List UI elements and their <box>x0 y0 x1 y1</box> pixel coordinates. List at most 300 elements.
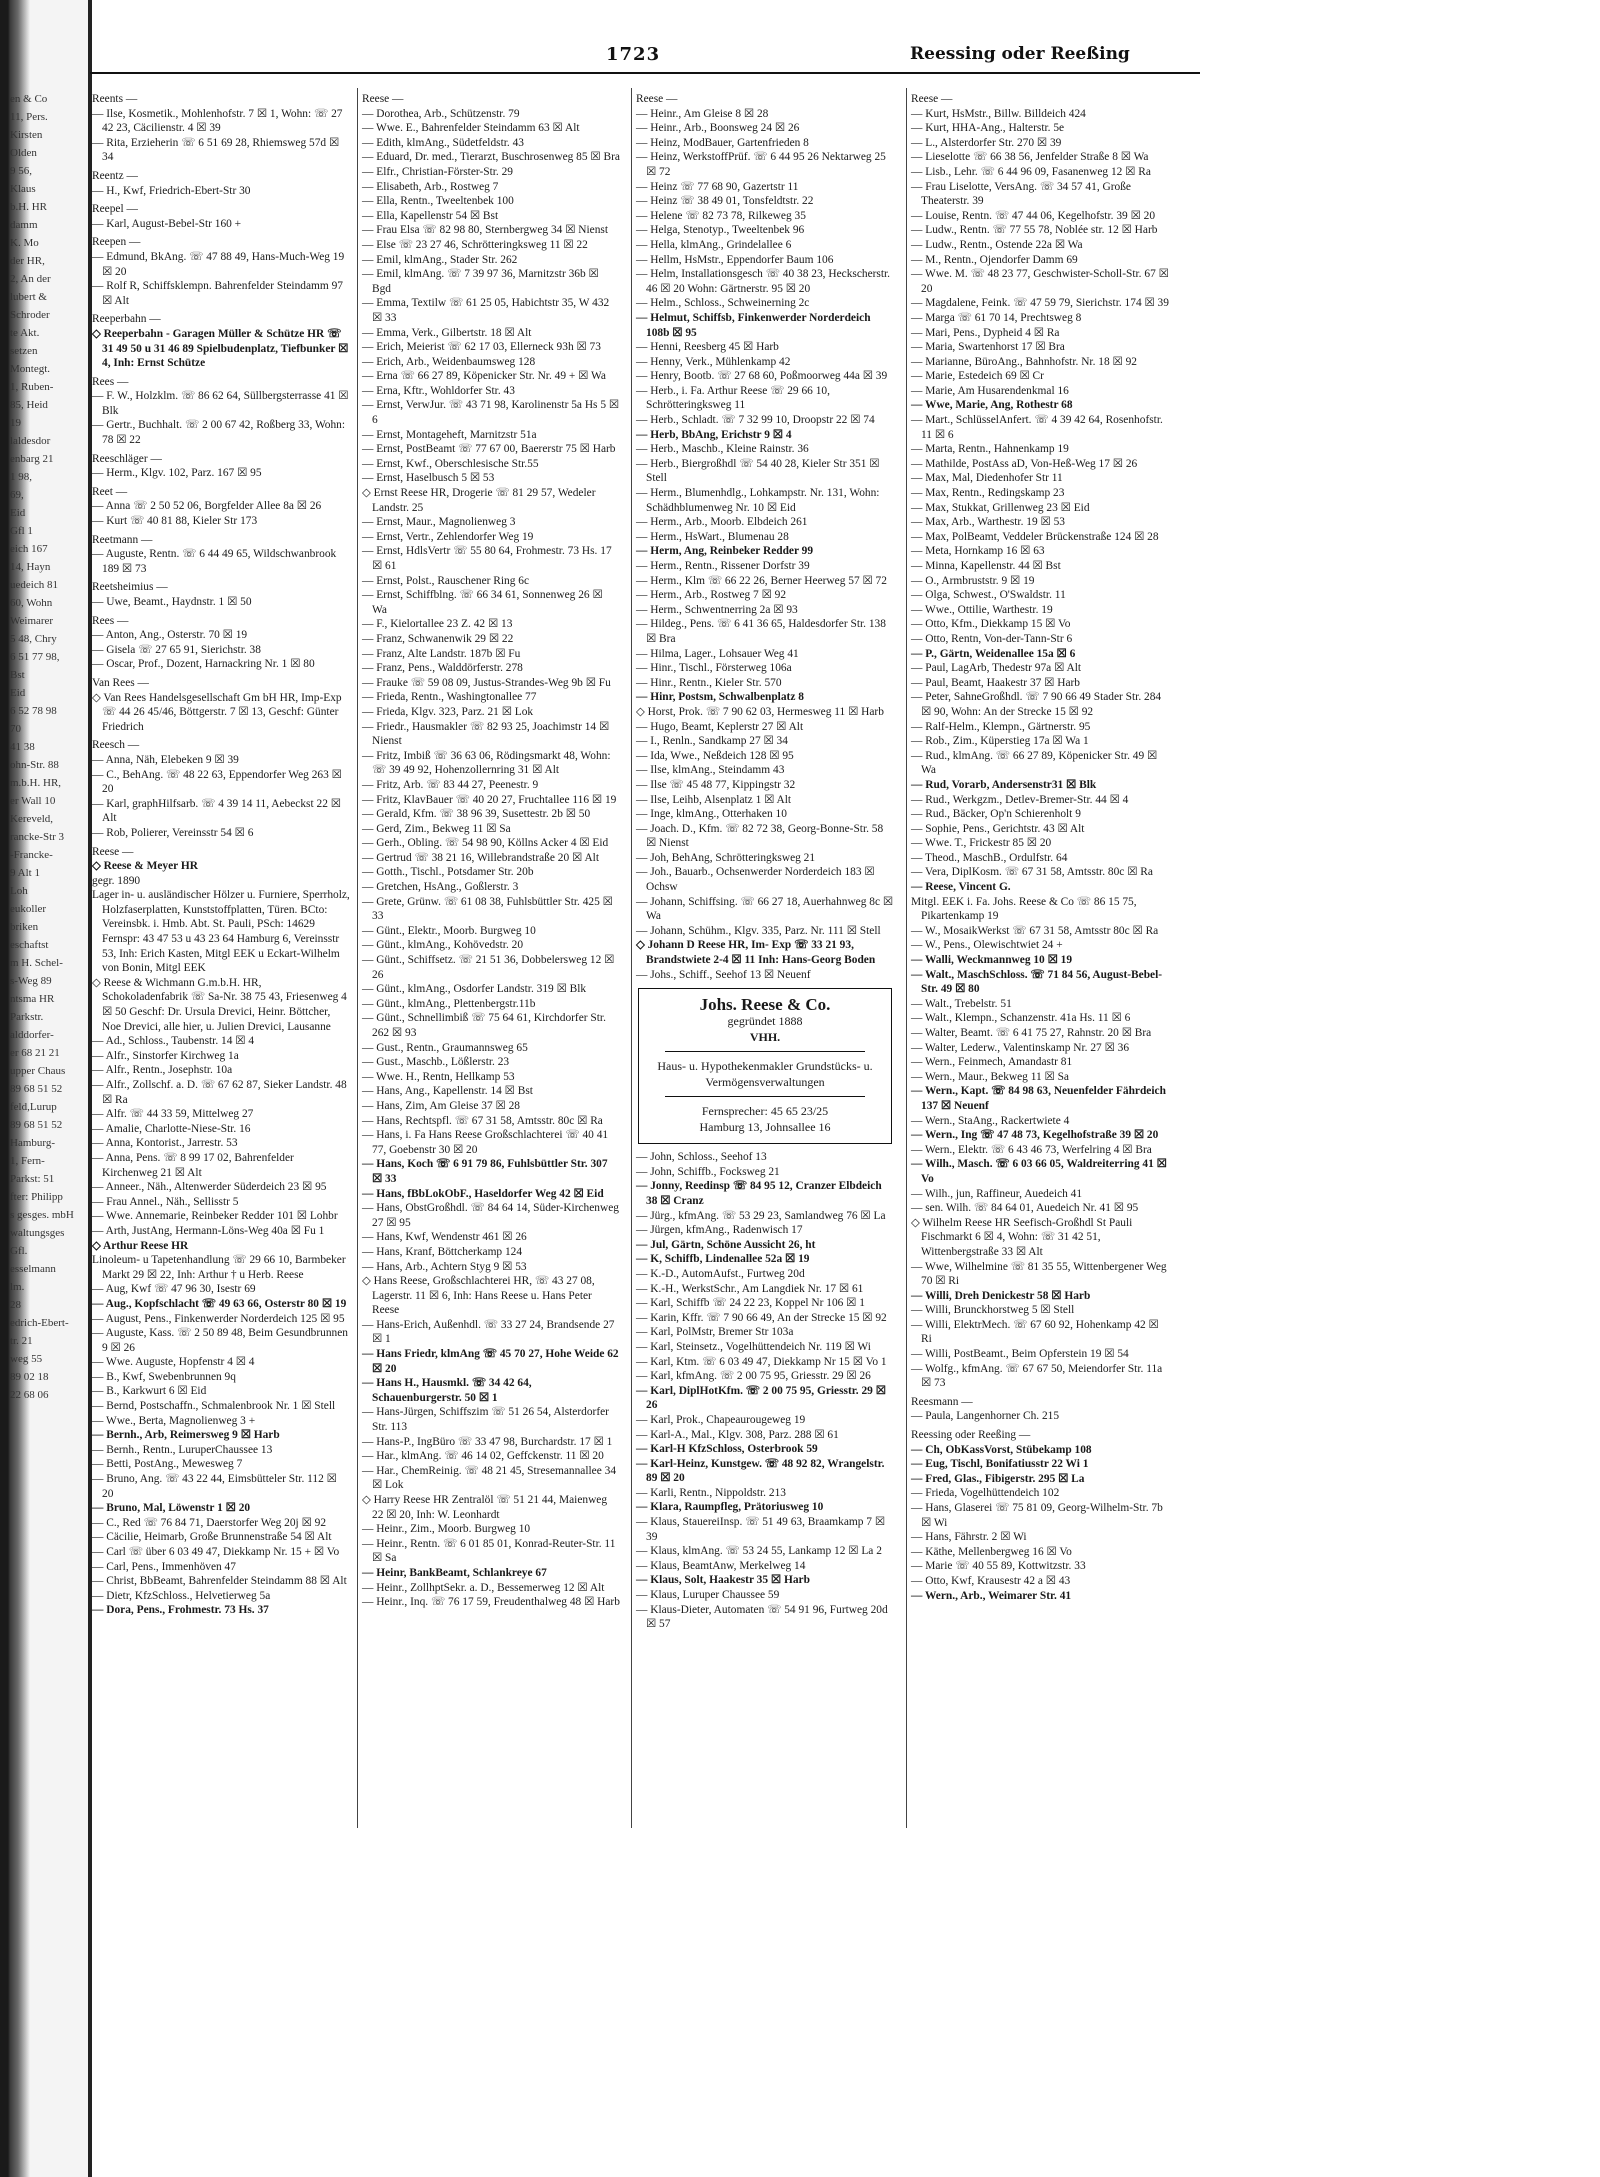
directory-entry: — Eduard, Dr. med., Tierarzt, Buschrosenweg 85 ☒ Bra <box>362 151 620 164</box>
directory-entry: — Wilh., jun, Raffineur, Auedeich 41 <box>911 1187 1083 1200</box>
directory-entry: — Hugo, Beamt, Keplerstr 27 ☒ Alt <box>636 720 804 733</box>
directory-entry: — Erna ☏ 66 27 89, Köpenicker Str. Nr. 49 + ☒ Wa <box>362 370 606 383</box>
directory-entry: — Kurt, HsMstr., Billw. Billdeich 424 <box>911 107 1086 120</box>
directory-entry: Reet — <box>92 485 128 498</box>
edge-fragment: eschaftst <box>10 939 49 951</box>
directory-entry: — Jonny, Reedinsp ☏ 84 95 12, Cranzer Elbdeich 38 ☒ Cranz <box>636 1180 882 1207</box>
page-number: 1723 <box>606 44 661 65</box>
directory-entry: — K.-H., WerkstSchr., Am Langdiek Nr. 17 ☒ 61 <box>636 1282 864 1295</box>
edge-fragment: 14, Hayn <box>10 561 51 573</box>
edge-fragment: 6 52 78 98 <box>10 705 57 717</box>
directory-entry: — Walter, Lederw., Valentinskamp Nr. 27 ☒ 36 <box>911 1041 1130 1054</box>
directory-entry: — Frau Annel., Näh., Sellisstr 5 <box>92 1195 239 1208</box>
directory-entry: — Uwe, Beamt., Haydnstr. 1 ☒ 50 <box>92 596 252 608</box>
edge-fragment: ohn-Str. 88 <box>10 759 59 771</box>
edge-fragment: Hamburg- <box>10 1137 56 1149</box>
directory-entry: — John, Schloss., Seehof 13 <box>636 1151 767 1164</box>
directory-entry: — Max, Mal, Diedenhofer Str 11 <box>911 472 1063 485</box>
directory-entry: — Hans H., Hausmkl. ☏ 34 42 64, Schauenburgerstr. 50 ☒ 1 <box>362 1377 532 1404</box>
directory-entry: — Hans, Zim, Am Gleise 37 ☒ 28 <box>362 1099 520 1112</box>
directory-entry: — Rob., Zim., Küperstieg 17a ☒ Wa 1 <box>911 735 1089 748</box>
directory-entry: — Hinr., Tischl., Försterweg 106a <box>636 662 792 675</box>
directory-entry: — Friedr., Hausmakler ☏ 82 93 25, Joachimstr 14 ☒ Nienst <box>362 720 610 748</box>
edge-fragment: s-Weg 89 <box>10 975 52 987</box>
directory-entry: — Wwe. E., Bahrenfelder Steindamm 63 ☒ Alt <box>362 122 580 135</box>
directory-entry: — Christ, BbBeamt, Bahrenfelder Steindamm 88 ☒ Alt <box>92 1575 347 1588</box>
directory-entry: — sen. Wilh. ☏ 84 64 01, Auedeich Nr. 41 ☒ 95 <box>911 1202 1139 1215</box>
edge-fragment: 1 98, <box>10 471 32 483</box>
directory-entry: Lager in- u. ausländischer Hölzer u. Furniere, Sperrholz, Holzfaserplatten, Kunststoffplatten, Türen. BCto: Vereinsbk. i. Hmb. Abt. St. Pauli, PSch: 14629 Fernspr: 43 47 53 u 43 23 64 Hamburg 6, Vereinsstr 53, Inh: Erich Kasten, Mitgl EEK u Eckart-Wilhelm von Bonin, Mitgl EEK <box>92 889 350 975</box>
directory-entry: — Ernst, HdlsVertr ☏ 55 80 64, Frohmestr. 73 Hs. 17 ☒ 61 <box>362 545 612 572</box>
directory-entry: — Dora, Pens., Frohmestr. 73 Hs. 37 <box>92 1604 269 1617</box>
directory-entry: — K, Schiffb, Lindenallee 52a ☒ 19 <box>636 1253 810 1266</box>
directory-entry: — Wern., Elektr. ☏ 6 43 46 73, Werfelring 4 ☒ Bra <box>911 1143 1152 1156</box>
directory-entry: — Auguste, Rentn. ☏ 6 44 49 65, Wildschwanbrook 189 ☒ 73 <box>92 548 337 575</box>
directory-entry: — Wwe. H., Rentn, Hellkamp 53 <box>362 1070 515 1083</box>
directory-entry: — Edith, klmAng., Südetfeldstr. 43 <box>362 136 524 149</box>
directory-entry: — Kurt ☏ 40 81 88, Kieler Str 173 <box>92 515 258 528</box>
edge-fragment: 60, Wohn <box>10 597 53 609</box>
directory-entry: — Max, Stukkat, Grillenweg 23 ☒ Eid <box>911 501 1090 514</box>
directory-entry: — Heinz ☏ 77 68 90, Gazertstr 11 <box>636 180 799 193</box>
directory-entry: — Klaus, BeamtAnw, Merkelweg 14 <box>636 1559 806 1572</box>
directory-entry: — Gertrud ☏ 38 21 16, Willebrandstraße 20 ☒ Alt <box>362 851 600 864</box>
directory-entry: — Anneer., Näh., Altenwerder Süderdeich 23 ☒ 95 <box>92 1181 327 1194</box>
directory-entry: — Hans, Koch ☏ 6 91 79 86, Fuhlsbüttler Str. 307 ☒ 33 <box>362 1158 608 1185</box>
directory-entry: — Franz, Pens., Walddörferstr. 278 <box>362 662 523 675</box>
directory-entry: — C., BehAng. ☏ 48 22 63, Eppendorfer Weg 263 ☒ 20 <box>92 768 342 796</box>
directory-entry: — Gerh., Obling. ☏ 54 98 90, Köllns Acker 4 ☒ Eid <box>362 837 609 850</box>
directory-entry: — Ch, ObKassVorst, Stübekamp 108 <box>911 1443 1092 1456</box>
edge-fragment: feld,Lurup <box>10 1101 57 1113</box>
directory-entry: — Wern., Maur., Bekweg 11 ☒ Sa <box>911 1070 1069 1083</box>
directory-entry: — Willi, PostBeamt., Beim Opferstein 19 ☒ 54 <box>911 1348 1129 1361</box>
previous-page-edge-text <box>10 90 84 1404</box>
directory-entry: — Ernst, Polst., Rauschener Ring 6c <box>362 574 530 587</box>
directory-entry: — Betti, PostAng., Mewesweg 7 <box>92 1458 243 1471</box>
edge-fragment: 9 Alt 1 <box>10 867 40 879</box>
directory-entry: — Elfr., Christian-Förster-Str. 29 <box>362 165 514 178</box>
directory-entry: — Hildeg., Pens. ☏ 6 41 36 65, Haldesdorfer Str. 138 ☒ Bra <box>636 618 886 645</box>
directory-entry: — Karl-A., Mal., Klgv. 308, Parz. 288 ☒ 61 <box>636 1428 839 1441</box>
directory-entry: — Ernst, Vertr., Zehlendorfer Weg 19 <box>362 530 534 543</box>
directory-entry: — O., Armbruststr. 9 ☒ 19 <box>911 574 1035 587</box>
directory-entry: — Willi, Dreh Denickestr 58 ☒ Harb <box>911 1289 1091 1302</box>
edge-fragment: er Wall 10 <box>10 795 56 807</box>
directory-entry: — Wwe. Auguste, Hopfenstr 4 ☒ 4 <box>92 1356 255 1369</box>
directory-entry: — Grete, Grünw. ☏ 61 08 38, Fuhlsbüttler Str. 425 ☒ 33 <box>362 895 613 923</box>
directory-entry: — K.-D., AutomAufst., Furtweg 20d <box>636 1267 805 1280</box>
directory-entry: — Herm., Klgv. 102, Parz. 167 ☒ 95 <box>92 467 262 480</box>
directory-entry: — Käthe, Mellenbergweg 16 ☒ Vo <box>911 1545 1072 1558</box>
directory-entry: — Herm., Klm ☏ 66 22 26, Berner Heerweg 57 ☒ 72 <box>636 574 887 587</box>
directory-entry: — Klaus, Solt, Haakestr 35 ☒ Harb <box>636 1574 810 1587</box>
directory-entry: — Fritz, Arb. ☏ 83 44 27, Peenestr. 9 <box>362 778 539 791</box>
directory-entry: — Karl, Ktm. ☏ 6 03 49 47, Diekkamp Nr 15 ☒ Vo 1 <box>636 1355 887 1368</box>
directory-entry: Reese — <box>911 93 953 105</box>
directory-entry: — Rolf R, Schiffsklempn. Bahrenfelder Steindamm 97 ☒ Alt <box>92 280 343 307</box>
directory-entry: — Hans, Arb., Achtern Styg 9 ☒ 53 <box>362 1260 527 1273</box>
directory-entry: — Emma, Verk., Gilbertstr. 18 ☒ Alt <box>362 326 532 339</box>
directory-entry: Reesmann — <box>911 1395 973 1408</box>
directory-entry: — Jürg., kfmAng. ☏ 53 29 23, Samlandweg 76 ☒ La <box>636 1209 886 1222</box>
directory-entry: — Günt., Schnellimbiß ☏ 75 64 61, Kirchdorfer Str. 262 ☒ 93 <box>362 1012 606 1039</box>
directory-entry: — Frieda, Rentn., Washingtonallee 77 <box>362 691 537 704</box>
directory-entry: — W., MosaikWerkst ☏ 67 31 58, Amtsstr 80c ☒ Ra <box>911 924 1159 937</box>
directory-entry: — F. W., Holzklm. ☏ 86 62 64, Süllbergsterrasse 41 ☒ Blk <box>92 390 349 417</box>
edge-fragment: lm. <box>10 1281 25 1293</box>
directory-entry: — Alfr. ☏ 44 33 59, Mittelweg 27 <box>92 1108 254 1121</box>
directory-column-2 <box>362 88 620 1610</box>
directory-entry: — Rud., Werkgzm., Detlev-Bremer-Str. 44 ☒ 4 <box>911 793 1129 806</box>
directory-entry: — Marga ☏ 61 70 14, Prechtsweg 8 <box>911 311 1082 324</box>
directory-entry: — Gerald, Kfm. ☏ 38 96 39, Susettestr. 2b ☒ 50 <box>362 808 591 821</box>
directory-entry: — Jul, Gärtn, Schöne Aussicht 26, ht <box>636 1238 816 1251</box>
directory-entry: — Anna, Pens. ☏ 8 99 17 02, Bahrenfelder Kirchenweg 21 ☒ Alt <box>92 1151 294 1179</box>
advert-company: Johs. Reese & Co. <box>699 995 831 1015</box>
directory-entry: ◇ Harry Reese HR Zentralöl ☏ 51 21 44, Maienweg 22 ☒ 20, Inh: W. Leonhardt <box>362 1494 608 1521</box>
edge-fragment: der HR, <box>10 255 45 267</box>
directory-entry: — Ilse, klmAng., Steindamm 43 <box>636 764 785 777</box>
edge-fragment: laldesdor <box>10 435 51 447</box>
directory-entry: — Franz, Schwanenwik 29 ☒ 22 <box>362 632 514 645</box>
directory-entry: — Karl, August-Bebel-Str 160 + <box>92 217 242 230</box>
directory-entry: — Marie, Am Husarendenkmal 16 <box>911 384 1069 397</box>
directory-entry: — Karl, Steinsetz., Vogelhüttendeich Nr. 119 ☒ Wi <box>636 1340 871 1353</box>
edge-fragment: b.H. HR <box>10 201 47 213</box>
directory-entry: — Willi, Brunckhorstweg 5 ☒ Stell <box>911 1304 1075 1317</box>
directory-entry: — B., Karkwurt 6 ☒ Eid <box>92 1385 207 1398</box>
directory-entry: ◇ Reese & Meyer HR <box>92 860 198 873</box>
directory-entry: — Ernst, Kwf., Oberschlesische Str.55 <box>362 457 539 470</box>
directory-entry: — Hans, Kranf, Böttcherkamp 124 <box>362 1245 523 1258</box>
directory-entry: — Bruno, Mal, Löwenstr 1 ☒ 20 <box>92 1502 251 1515</box>
directory-entry: — Hans, Fährstr. 2 ☒ Wi <box>911 1531 1027 1544</box>
directory-entry: — Hans, i. Fa Hans Reese Großschlachterei ☏ 40 41 77, Goebenstr 30 ☒ 20 <box>362 1129 609 1156</box>
directory-column-4 <box>911 88 1169 1603</box>
directory-entry: — Lisb., Lehr. ☏ 6 44 96 09, Fasanenweg 12 ☒ Ra <box>911 165 1151 178</box>
directory-entry: — Heinr., Rentn. ☏ 6 01 85 01, Konrad-Reuter-Str. 11 ☒ Sa <box>362 1537 616 1565</box>
directory-entry: — Rob, Polierer, Vereinsstr 54 ☒ 6 <box>92 826 254 839</box>
edge-fragment: Loh <box>10 885 28 897</box>
directory-entry: — Alfr., Rentn., Josephstr. 10a <box>92 1064 233 1077</box>
directory-entry: — Max, PolBeamt, Veddeler Brückenstraße 124 ☒ 28 <box>911 530 1159 543</box>
edge-fragment: upper Chaus <box>10 1065 66 1077</box>
directory-entry: — Heinr., Zim., Moorb. Burgweg 10 <box>362 1523 531 1536</box>
directory-entry: gegr. 1890 <box>92 874 141 887</box>
directory-entry: — Franz, Alte Landstr. 187b ☒ Fu <box>362 647 521 660</box>
directory-entry: — Henny, Verk., Mühlenkamp 42 <box>636 355 791 368</box>
directory-entry: Reeperbahn — <box>92 313 161 326</box>
directory-entry: — Klaus, klmAng. ☏ 53 24 55, Lankamp 12 ☒ La 2 <box>636 1545 882 1558</box>
directory-entry: — Wwe, Wilhelmine ☏ 81 35 55, Wittenbergener Weg 70 ☒ Ri <box>911 1260 1167 1288</box>
header-rule <box>90 72 1200 74</box>
directory-entry: — Ilse, Kosmetik., Mohlenhofstr. 7 ☒ 1, Wohn: ☏ 27 42 23, Cäcilienstr. 4 ☒ 39 <box>92 107 343 135</box>
directory-entry: — Joach. D., Kfm. ☏ 82 72 38, Georg-Bonne-Str. 58 ☒ Nienst <box>636 822 884 850</box>
edge-fragment: Weimarer <box>10 615 54 627</box>
directory-entry: Rees — <box>92 375 129 388</box>
directory-entry: — Klara, Raumpfleg, Prätoriusweg 10 <box>636 1501 824 1514</box>
edge-fragment: Montegt. <box>10 363 51 375</box>
directory-entry: — Helga, Stenotyp., Tweeltenbek 96 <box>636 224 805 237</box>
directory-entry: — Karin, Kffr. ☏ 7 90 66 49, An der Strecke 15 ☒ 92 <box>636 1311 887 1324</box>
directory-entry: — F., Kielortallee 23 Z. 42 ☒ 13 <box>362 618 513 631</box>
directory-entry: — Karli, Rentn., Nippoldstr. 213 <box>636 1486 786 1499</box>
edge-fragment: 89 68 51 52 <box>10 1119 63 1131</box>
directory-entry: — Klaus-Dieter, Automaten ☏ 54 91 96, Furtweg 20d ☒ 57 <box>636 1603 888 1631</box>
edge-fragment: enbarg 21 <box>10 453 54 465</box>
directory-entry: — Amalie, Charlotte-Niese-Str. 16 <box>92 1122 251 1135</box>
directory-entry: — Karl, graphHilfsarb. ☏ 4 39 14 11, Aebeckst 22 ☒ Alt <box>92 797 341 825</box>
directory-entry: — Günt., Schiffsetz. ☏ 21 51 36, Dobbelersweg 12 ☒ 26 <box>362 954 615 981</box>
edge-fragment: Schroder <box>10 309 50 321</box>
directory-entry: — Bernh., Arb, Reimersweg 9 ☒ Harb <box>92 1429 280 1442</box>
directory-entry: — Wolfg., kfmAng. ☏ 67 67 50, Meiendorfer Str. 11a ☒ 73 <box>911 1362 1163 1390</box>
directory-entry: — Karl-Heinz, Kunstgew. ☏ 48 92 82, Wrangelstr. 89 ☒ 20 <box>636 1457 885 1485</box>
directory-entry: Mitgl. EEK i. Fa. Johs. Reese & Co ☏ 86 15 75, Pikartenkamp 19 <box>911 895 1137 923</box>
directory-entry: — Herb., i. Fa. Arthur Reese ☏ 29 66 10, Schrötteringksweg 11 <box>636 384 830 412</box>
directory-entry: — Wern., Ing ☏ 47 48 73, Kegelhofstraße 39 ☒ 20 <box>911 1129 1159 1142</box>
directory-entry: ◇ Reeperbahn - Garagen Müller & Schütze HR ☏ 31 49 50 u 31 46 89 Spielbudenplatz, Tiefbunker ☒ 4, Inh: Ernst Schütze <box>92 327 349 370</box>
directory-entry: — John, Schiffb., Focksweg 21 <box>636 1165 780 1178</box>
advert-founded: gegründet 1888 <box>727 1014 803 1029</box>
directory-entry: — Günt., klmAng., Plettenbergstr.11b <box>362 997 536 1010</box>
directory-entry: — Hinr., Rentn., Kieler Str. 570 <box>636 676 782 689</box>
column-divider <box>906 88 907 1828</box>
directory-entry: — Heinr., ZollhptSekr. a. D., Bessemerweg 12 ☒ Alt <box>362 1581 605 1594</box>
directory-entry: — Hans-P., IngBüro ☏ 33 47 98, Burchardstr. 17 ☒ 1 <box>362 1435 613 1448</box>
edge-fragment: 70 <box>10 723 21 735</box>
directory-entry: — Hilma, Lager., Lohsauer Weg 41 <box>636 647 799 660</box>
directory-entry: ◇ Horst, Prok. ☏ 7 90 62 03, Hermesweg 11 ☒ Harb <box>636 705 884 718</box>
directory-entry: Reetsheimius — <box>92 581 168 594</box>
directory-entry: — B., Kwf, Swebenbrunnen 9q <box>92 1370 236 1383</box>
directory-entry: Reessing oder Reeßing — <box>911 1429 1031 1442</box>
edge-fragment: er 68 21 21 <box>10 1047 60 1059</box>
directory-entry: — Karl-H KfzSchloss, Osterbrook 59 <box>636 1443 818 1456</box>
edge-fragment: K. Mo <box>10 237 39 249</box>
edge-fragment: te Akt. <box>10 327 40 339</box>
directory-entry: — Anton, Ang., Osterstr. 70 ☒ 19 <box>92 629 248 642</box>
edge-fragment: Gfl. <box>10 1245 28 1257</box>
directory-entry: ◇ Hans Reese, Großschlachterei HR, ☏ 43 27 08, Lagerstr. 11 ☒ 6, Inh: Hans Reese u. Hans Peter Reese <box>362 1275 595 1317</box>
edge-fragment: fter: Philipp <box>10 1191 63 1203</box>
directory-entry: — Gisela ☏ 27 65 91, Sierichstr. 38 <box>92 643 261 656</box>
directory-entry: — Ernst, PostBeamt ☏ 77 67 00, Baererstr 75 ☒ Harb <box>362 443 616 456</box>
edge-fragment: Gfl 1 <box>10 525 33 537</box>
directory-entry: — Heinr., Arb., Boonsweg 24 ☒ 26 <box>636 122 800 135</box>
directory-entry: — Marianne, BüroAng., Bahnhofstr. Nr. 18 ☒ 92 <box>911 355 1137 368</box>
directory-entry: ◇ Van Rees Handelsgesellschaft Gm bH HR, Imp-Exp ☏ 44 26 45/46, Böttgerstr. 7 ☒ 13, Geschf: Günter Friedrich <box>92 691 342 733</box>
directory-entry: — Johann, Schiffsing. ☏ 66 27 18, Auerhahnweg 8c ☒ Wa <box>636 895 894 923</box>
edge-fragment: Klaus <box>10 183 36 195</box>
edge-fragment: tr. 21 <box>10 1335 33 1347</box>
directory-entry: — Willi, ElektrMech. ☏ 67 60 92, Hohenkamp 42 ☒ Ri <box>911 1318 1159 1346</box>
directory-column-3 <box>636 88 894 1632</box>
directory-entry: — Ludw., Rentn., Ostende 22a ☒ Wa <box>911 238 1083 251</box>
directory-entry: — Alfr., Sinstorfer Kirchweg 1a <box>92 1049 239 1062</box>
directory-entry: — Heinr., Am Gleise 8 ☒ 28 <box>636 107 769 120</box>
directory-entry: — Walli, Weckmannweg 10 ☒ 19 <box>911 954 1073 967</box>
directory-entry: — Karl, kfmAng. ☏ 2 00 75 95, Griesstr. 29 ☒ 26 <box>636 1370 871 1383</box>
edge-fragment: alddorfer- <box>10 1029 54 1041</box>
directory-entry: — Günt., klmAng., Kohövedstr. 20 <box>362 939 524 952</box>
directory-entry: — Har., ChemReinig. ☏ 48 21 45, Stresemannallee 34 ☒ Lok <box>362 1464 617 1492</box>
edge-fragment: m.b.H. HR, <box>10 777 62 789</box>
directory-entry: — Hans, Glaserei ☏ 75 81 09, Georg-Wilhelm-Str. 7b ☒ Wi <box>911 1502 1163 1529</box>
directory-entry: — Henni, Reesberg 45 ☒ Harb <box>636 341 779 354</box>
edge-fragment: 85, Heid <box>10 399 48 411</box>
directory-entry: — Otto, Kfm., Diekkamp 15 ☒ Vo <box>911 618 1071 631</box>
directory-entry: — Anna ☏ 2 50 52 06, Borgfelder Allee 8a ☒ 26 <box>92 500 322 513</box>
directory-entry: — Max, Arb., Warthestr. 19 ☒ 53 <box>911 516 1065 529</box>
directory-entry: — Hans-Erich, Außenhdl. ☏ 33 27 24, Brandsende 27 ☒ 1 <box>362 1318 615 1346</box>
directory-entry: — Wern., Kapt. ☏ 84 98 63, Neuenfelder Fährdeich 137 ☒ Neuenf <box>911 1085 1166 1112</box>
directory-entry: Reents — <box>92 93 138 105</box>
directory-entry: — Gust., Maschb., Lößlerstr. 23 <box>362 1056 510 1069</box>
edge-fragment: Bst <box>10 669 25 681</box>
directory-entry: — Wern., StaAng., Rackertwiete 4 <box>911 1114 1070 1127</box>
advert-rule <box>665 1096 865 1097</box>
directory-entry: — Joh., Bauarb., Ochsenwerder Norderdeich 183 ☒ Ochsw <box>636 866 875 894</box>
edge-fragment: Eid <box>10 507 26 519</box>
directory-entry: — Rud., Bäcker, Op'n Schierenholt 9 <box>911 808 1081 821</box>
directory-entry: — Eug, Tischl, Bonifatiusstr 22 Wi 1 <box>911 1458 1089 1471</box>
directory-entry: — Heinr., Inq. ☏ 76 17 59, Freudenthalweg 48 ☒ Harb <box>362 1596 620 1609</box>
edge-fragment: eukoller <box>10 903 47 915</box>
edge-fragment: 69, <box>10 489 24 501</box>
directory-entry: — Karl, DiplHotKfm. ☏ 2 00 75 95, Griesstr. 29 ☒ 26 <box>636 1384 886 1412</box>
directory-entry: — Ernst, VerwJur. ☏ 43 71 98, Karolinenstr 5a Hs 5 ☒ 6 <box>362 399 620 427</box>
directory-entry: — Emma, Textilw ☏ 61 25 05, Habichtstr 35, W 432 ☒ 33 <box>362 297 610 324</box>
directory-entry: — Wwe. T., Frickestr 85 ☒ 20 <box>911 837 1052 850</box>
column-divider <box>631 88 632 1828</box>
edge-fragment: 11, Pers. <box>10 111 48 123</box>
directory-entry: — Otto, Rentn, Von-der-Tann-Str 6 <box>911 632 1073 645</box>
directory-entry: — Walt., MaschSchloss. ☏ 71 84 56, August-Bebel-Str. 49 ☒ 80 <box>911 968 1163 996</box>
edge-fragment: 89 02 18 <box>10 1371 49 1383</box>
directory-entry: — Dietr, KfzSchloss., Helvetierweg 5a <box>92 1589 271 1602</box>
directory-entry: — Magdalene, Feink. ☏ 47 59 79, Sierichstr. 174 ☒ 39 <box>911 297 1169 310</box>
directory-entry: — Wilh., Masch. ☏ 6 03 66 05, Waldreiterring 41 ☒ Vo <box>911 1158 1167 1185</box>
directory-entry: Reepel — <box>92 203 138 216</box>
directory-entry: — Fritz, KlavBauer ☏ 40 20 27, Fruchtallee 116 ☒ 19 <box>362 793 617 806</box>
edge-fragment: Olden <box>10 147 37 159</box>
directory-entry: — Fred, Glas., Fibigerstr. 295 ☒ La <box>911 1472 1085 1485</box>
directory-entry: — Herm., Schwentnerring 2a ☒ 93 <box>636 603 798 616</box>
directory-entry: — Sophie, Pens., Gerichtstr. 43 ☒ Alt <box>911 822 1085 835</box>
directory-entry: — Ella, Rentn., Tweeltenbek 100 <box>362 195 514 208</box>
directory-entry: — Emil, klmAng., Stader Str. 262 <box>362 253 518 266</box>
directory-entry: — Karl, PolMstr, Bremer Str 103a <box>636 1326 794 1339</box>
directory-entry: — Johann, Schühm., Klgv. 335, Parz. Nr. 111 ☒ Stell <box>636 924 881 937</box>
edge-fragment: briken <box>10 921 39 933</box>
directory-entry: — Helm., Schloss., Schweinerning 2c <box>636 297 810 310</box>
directory-entry: — Karl, Prok., Chapeaurougeweg 19 <box>636 1413 806 1426</box>
directory-entry: — Wern., Arb., Weimarer Str. 41 <box>911 1589 1072 1602</box>
edge-fragment: 22 68 06 <box>10 1389 49 1401</box>
directory-entry: — Wwe., Berta, Magnolienweg 3 + <box>92 1414 256 1427</box>
edge-fragment: Kirsten <box>10 129 43 141</box>
edge-fragment: rancke-Str 3 <box>10 831 65 843</box>
directory-entry: — Joh, BehAng, Schrötteringksweg 21 <box>636 851 816 864</box>
directory-entry: Reepen — <box>92 236 141 249</box>
business-advertisement <box>638 988 892 1144</box>
directory-entry: Reese — <box>362 93 404 105</box>
directory-entry: — Wwe., Ottilie, Warthestr. 19 <box>911 603 1053 616</box>
directory-entry: — Fritz, Imbiß ☏ 36 63 06, Rödingsmarkt 48, Wohn: ☏ 39 49 92, Hohenzollernring 31 ☒ Alt <box>362 749 611 777</box>
directory-entry: Reeschläger — <box>92 452 162 465</box>
directory-entry: — Ralf-Helm., Klempn., Gärtnerstr. 95 <box>911 720 1091 733</box>
directory-entry: — Gerd, Zim., Bekweg 11 ☒ Sa <box>362 822 511 835</box>
edge-fragment: setzen <box>10 345 38 357</box>
directory-entry: — Walter, Beamt. ☏ 6 41 75 27, Rahnstr. 20 ☒ Bra <box>911 1027 1152 1039</box>
directory-entry: — Johs., Schiff., Seehof 13 ☒ Neuenf <box>636 968 811 981</box>
directory-entry: — Frau Elsa ☏ 82 98 80, Sternbergweg 34 ☒ Nienst <box>362 224 609 237</box>
directory-entry: — Mari, Pens., Dypheid 4 ☒ Ra <box>911 326 1060 339</box>
directory-column-1 <box>92 88 350 1618</box>
directory-entry: — Bernd, Postschaffn., Schmalenbrook Nr. 1 ☒ Stell <box>92 1400 336 1413</box>
directory-entry: ◇ Wilhelm Reese HR Seefisch-Großhdl St Pauli Fischmarkt 6 ☒ 4, Wohn: ☏ 31 42 51, Wittenbergstraße 33 ☒ Alt <box>911 1216 1133 1258</box>
directory-entry: — Mathilde, PostAss aD, Von-Heß-Weg 17 ☒ 26 <box>911 457 1138 470</box>
directory-entry: — Wwe. M. ☏ 48 23 77, Geschwister-Scholl-Str. 67 ☒ 20 <box>911 268 1169 295</box>
directory-entry: — P., Gärtn, Weidenallee 15a ☒ 6 <box>911 647 1076 660</box>
directory-entry: — Bruno, Ang. ☏ 43 22 44, Eimsbütteler Str. 112 ☒ 20 <box>92 1473 337 1500</box>
edge-fragment: lubert & <box>10 291 47 303</box>
directory-entry: — Heinz ☏ 38 49 01, Tonsfeldtstr. 22 <box>636 195 814 208</box>
directory-entry: — Minna, Kapellenstr. 44 ☒ Bst <box>911 560 1061 572</box>
directory-entry: Rees — <box>92 614 129 627</box>
directory-entry: — Frieda, Klgv. 323, Parz. 21 ☒ Lok <box>362 705 534 718</box>
directory-entry: — Ad., Schloss., Taubenstr. 14 ☒ 4 <box>92 1035 255 1048</box>
directory-entry: — Aug, Kwf ☏ 47 96 30, Isestr 69 <box>92 1283 256 1296</box>
directory-entry: — Rud, Vorarb, Andersenstr31 ☒ Blk <box>911 778 1097 791</box>
directory-entry: — Heinz, ModBauer, Gartenfrieden 8 <box>636 136 809 149</box>
directory-entry: — Wwe. Annemarie, Reinbeker Redder 101 ☒ Lohbr <box>92 1210 338 1223</box>
directory-entry: ◇ Arthur Reese HR <box>92 1239 189 1252</box>
directory-entry: — Herb, BbAng, Erichstr 9 ☒ 4 <box>636 428 792 441</box>
directory-entry: — Wern., Feinmech, Amandastr 81 <box>911 1056 1073 1069</box>
edge-fragment: en & Co <box>10 93 48 105</box>
edge-fragment: 2, An der <box>10 273 51 285</box>
directory-entry: — Herm., Arb., Moorb. Elbdeich 261 <box>636 516 808 529</box>
directory-entry: — Herb., Schladt. ☏ 7 32 99 10, Droopstr 22 ☒ 74 <box>636 414 875 427</box>
edge-fragment: damm <box>10 219 38 231</box>
advert-address: Hamburg 13, Johnsallee 16 <box>699 1120 831 1135</box>
directory-entry: — Inge, klmAng., Otterhaken 10 <box>636 808 787 821</box>
directory-entry: — Mart., SchlüsselAnfert. ☏ 4 39 42 64, Rosenhofstr. 11 ☒ 6 <box>911 414 1163 441</box>
directory-entry: — Gust., Rentn., Graumannsweg 65 <box>362 1041 528 1054</box>
directory-entry: Reetmann — <box>92 533 153 546</box>
edge-fragment: 1, Ruben- <box>10 381 54 393</box>
directory-entry: — Else ☏ 23 27 46, Schrötteringksweg 11 ☒ 22 <box>362 238 588 251</box>
column-divider <box>357 88 358 1828</box>
directory-entry: Reese — <box>636 93 678 105</box>
directory-entry: — Henry, Bootb. ☏ 27 68 60, Poßmoorweg 44a ☒ 39 <box>636 370 888 383</box>
directory-entry: — Hans-Jürgen, Schiffszim ☏ 51 26 54, Alsterdorfer Str. 113 <box>362 1406 609 1434</box>
directory-entry: — Frieda, Vogelhüttendeich 102 <box>911 1487 1060 1500</box>
directory-entry: — Edmund, BkAng. ☏ 47 88 49, Hans-Much-Weg 19 ☒ 20 <box>92 250 345 278</box>
edge-fragment: -Francke- <box>10 849 53 861</box>
edge-fragment: m H. Schel- <box>10 957 63 969</box>
directory-entry: Reesch — <box>92 739 140 752</box>
directory-entry: — Hella, klmAng., Grindelallee 6 <box>636 238 792 251</box>
directory-entry: — Ernst, Schiffblng. ☏ 66 34 61, Sonnenweg 26 ☒ Wa <box>362 589 603 616</box>
directory-entry: — Bernh., Rentn., LuruperChaussee 13 <box>92 1443 273 1456</box>
directory-entry: — Paul, LagArb, Thedestr 97a ☒ Alt <box>911 662 1082 675</box>
directory-entry: — Ida, Wwe., Neßdeich 128 ☒ 95 <box>636 749 794 762</box>
directory-entry: — Heinz, WerkstoffPrüf. ☏ 6 44 95 26 Nektarweg 25 ☒ 72 <box>636 151 886 178</box>
